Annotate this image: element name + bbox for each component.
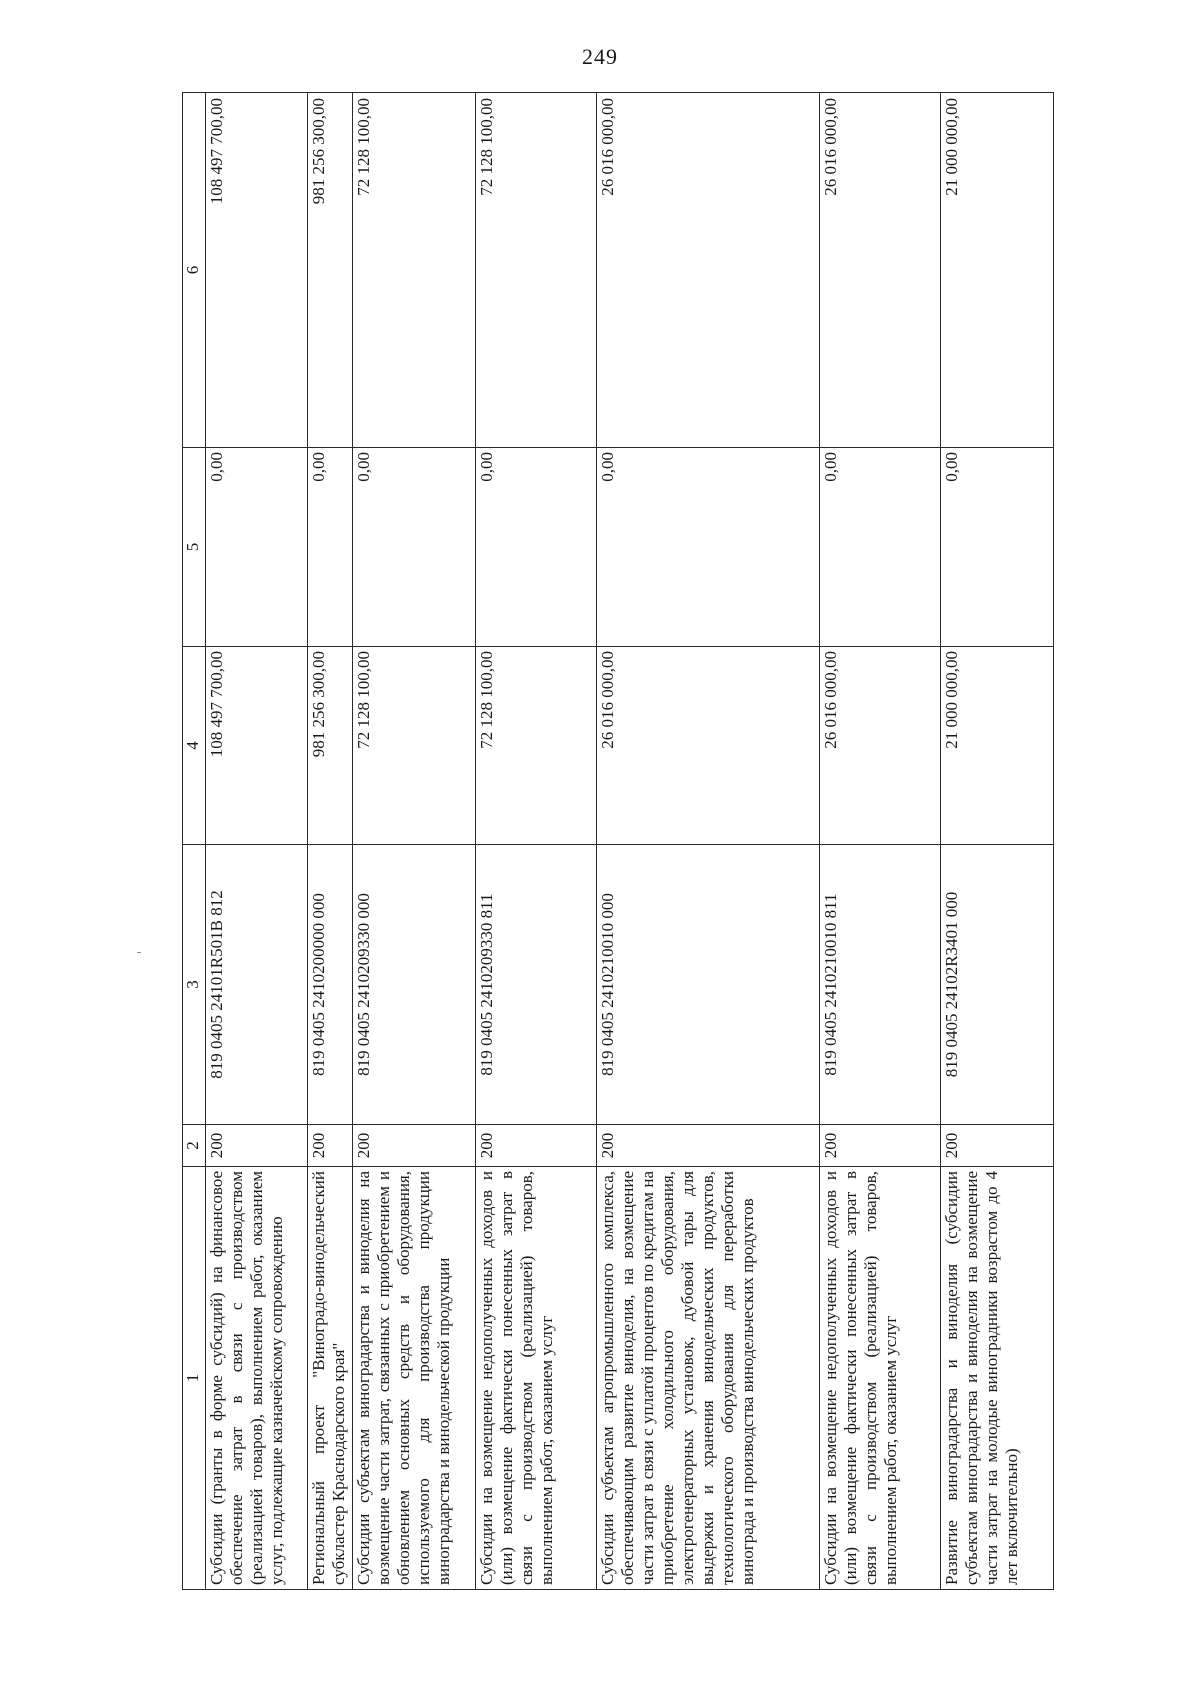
- header-col-4: 4: [183, 647, 206, 845]
- row-zero: 0,00: [353, 448, 476, 647]
- budget-table-rotated: [182, 93, 1052, 1590]
- row-code: 819 0405 2410210010 000: [597, 845, 820, 1125]
- row-code: 819 0405 24101R501В 812: [206, 845, 308, 1125]
- table-row: [308, 93, 353, 1590]
- row-name: Субсидии на возмещение недополученных доходов и (или) возмещение фактически понесенных затрат в связи с производством (реализацией) товаров, выполнением работ, оказанием услуг: [820, 1167, 941, 1590]
- table-row: [597, 93, 820, 1590]
- row-name: Региональный проект "Виноградо-винодельческий субкластер Краснодарского края": [308, 1167, 353, 1590]
- row-ministry: 200: [476, 1125, 597, 1167]
- row-amount: 26 016 000,00: [820, 647, 941, 845]
- row-ministry: 200: [820, 1125, 941, 1167]
- row-total: 108 497 700,00: [206, 93, 308, 448]
- row-total: 72 128 100,00: [353, 93, 476, 448]
- row-amount: 72 128 100,00: [476, 647, 597, 845]
- row-ministry: 200: [308, 1125, 353, 1167]
- row-amount: 72 128 100,00: [353, 647, 476, 845]
- budget-table: [182, 92, 1054, 1590]
- row-name: Субсидии (гранты в форме субсидий) на финансовое обеспечение затрат в связи с производством (реализацией товаров), выполнением работ, оказанием услуг, подлежащие казначейскому сопровождению: [206, 1167, 308, 1590]
- row-zero: 0,00: [308, 448, 353, 647]
- row-total: 26 016 000,00: [597, 93, 820, 448]
- table-row: [476, 93, 597, 1590]
- row-total: 981 256 300,00: [308, 93, 353, 448]
- row-zero: 0,00: [597, 448, 820, 647]
- row-total: 72 128 100,00: [476, 93, 597, 448]
- row-ministry: 200: [597, 1125, 820, 1167]
- row-code: 819 0405 2410210010 811: [820, 845, 941, 1125]
- row-amount: 108 497 700,00: [206, 647, 308, 845]
- table-row: [206, 93, 308, 1590]
- row-total: 26 016 000,00: [820, 93, 941, 448]
- row-amount: 981 256 300,00: [308, 647, 353, 845]
- row-name: Развитие виноградарства и виноделия (субсидии субъектам виноградарства и виноделия на возмещение части затрат на молодые виноградники возрастом до 4 лет включительно): [941, 1167, 1054, 1590]
- row-code: 819 0405 2410209330 000: [353, 845, 476, 1125]
- row-code: 819 0405 24102R3401 000: [941, 845, 1054, 1125]
- header-col-6: 6: [183, 93, 206, 448]
- row-name: Субсидии субъектам агропромышленного комплекса, обеспечивающим развитие виноделия, на возмещение части затрат в связи с уплатой процентов по кредитам на приобретение холодильного оборудования, электрогенераторных установок, дубовой тары для выдержки и хранения винодельческих продуктов, технологического оборудования для переработки винограда и производства винодельческих продуктов: [597, 1167, 820, 1590]
- row-amount: 21 000 000,00: [941, 647, 1054, 845]
- row-zero: 0,00: [820, 448, 941, 647]
- header-col-2: 2: [183, 1125, 206, 1167]
- scan-mark: [137, 952, 141, 953]
- row-ministry: 200: [941, 1125, 1054, 1167]
- header-col-5: 5: [183, 448, 206, 647]
- page-number: 249: [582, 44, 618, 69]
- header-col-3: 3: [183, 845, 206, 1125]
- header-col-1: 1: [183, 1167, 206, 1590]
- header-row: [183, 93, 206, 1590]
- row-code: 819 0405 2410209330 811: [476, 845, 597, 1125]
- table-row: [941, 93, 1054, 1590]
- row-ministry: 200: [206, 1125, 308, 1167]
- row-ministry: 200: [353, 1125, 476, 1167]
- row-name: Субсидии субъектам виноградарства и виноделия на возмещение части затрат, связанных с приобретением и обновлением основных средств и оборудования, используемого для производства продукции виноградарства и винодельческой продукции: [353, 1167, 476, 1590]
- row-zero: 0,00: [476, 448, 597, 647]
- row-zero: 0,00: [206, 448, 308, 647]
- table-row: [353, 93, 476, 1590]
- row-amount: 26 016 000,00: [597, 647, 820, 845]
- row-zero: 0,00: [941, 448, 1054, 647]
- row-code: 819 0405 2410200000 000: [308, 845, 353, 1125]
- table-row: [820, 93, 941, 1590]
- row-total: 21 000 000,00: [941, 93, 1054, 448]
- row-name: Субсидии на возмещение недополученных доходов и (или) возмещение фактически понесенных затрат в связи с производством (реализацией) товаров, выполнением работ, оказанием услуг: [476, 1167, 597, 1590]
